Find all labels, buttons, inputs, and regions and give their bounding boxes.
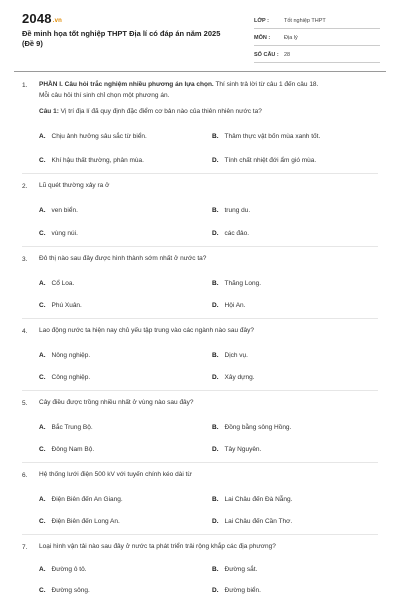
option-d[interactable]: [212, 157, 316, 164]
option-text: Đường sắt.: [224, 566, 258, 573]
option-b[interactable]: [212, 566, 257, 573]
option-letter: B.: [212, 280, 219, 287]
option-letter: C.: [39, 302, 46, 309]
option-text: Phú Xuân.: [51, 302, 82, 309]
option-letter: C.: [39, 230, 46, 237]
option-letter: D.: [212, 157, 219, 164]
question-divider: [22, 173, 378, 174]
meta-row-class: [254, 14, 380, 29]
site-logo[interactable]: [22, 11, 62, 26]
option-d[interactable]: [212, 446, 261, 453]
option-text: Thâm thực vật bốn mùa xanh tốt.: [224, 133, 321, 140]
option-letter: A.: [39, 424, 46, 431]
option-letter: A.: [39, 207, 46, 214]
option-b[interactable]: [212, 424, 291, 431]
option-letter: B.: [212, 352, 219, 359]
option-letter: A.: [39, 496, 46, 503]
question-divider: [22, 462, 378, 463]
question-number: 1.: [22, 82, 28, 89]
option-letter: D.: [212, 302, 219, 309]
option-c[interactable]: [39, 302, 82, 309]
question-text: Hệ thống lưới điện 500 kV với tuyến chính kéo dài từ: [39, 471, 192, 478]
option-text: các đảo.: [224, 230, 250, 237]
meta-label-subject: MÔN :: [254, 35, 271, 41]
option-a[interactable]: [39, 207, 78, 214]
document-title: [22, 29, 242, 49]
option-b[interactable]: [212, 496, 292, 503]
meta-value-class: Tốt nghiệp THPT: [284, 18, 326, 24]
option-a[interactable]: [39, 133, 147, 140]
option-letter: C.: [39, 587, 46, 594]
meta-row-count: [254, 48, 380, 63]
option-text: Thăng Long.: [224, 280, 262, 287]
option-text: Cổ Loa.: [51, 280, 75, 287]
option-d[interactable]: [212, 518, 292, 525]
question-text: [39, 107, 384, 117]
question-number: 3.: [22, 256, 28, 263]
question-text: Lũ quét thường xảy ra ở: [39, 182, 110, 189]
option-letter: B.: [212, 424, 219, 431]
option-a[interactable]: [39, 496, 123, 503]
question-divider: [22, 246, 378, 247]
option-text: vùng núi.: [51, 230, 78, 237]
option-text: Dịch vụ.: [224, 352, 248, 359]
option-letter: C.: [39, 446, 46, 453]
logo-main-text: 2048: [22, 11, 52, 26]
question-text: Lao động nước ta hiện nay chủ yếu tập trung vào các ngành nào sau đây?: [39, 327, 254, 334]
document-header: [0, 0, 400, 72]
question-body: Vị trí địa lí đã quy định đặc điểm cơ bản nào của thiên nhiên nước ta?: [58, 108, 262, 115]
option-b[interactable]: [212, 133, 320, 140]
option-d[interactable]: [212, 302, 245, 309]
meta-label-count: SỐ CÂU :: [254, 52, 279, 58]
option-text: Hội An.: [224, 302, 246, 309]
option-d[interactable]: [212, 374, 255, 381]
option-letter: A.: [39, 280, 46, 287]
question-label: Câu 1:: [39, 108, 59, 115]
option-text: Khí hậu thất thường, phân mùa.: [51, 157, 144, 164]
question-divider: [22, 318, 378, 319]
document-meta: [254, 14, 380, 65]
option-text: Lai Châu đến Đà Nẵng.: [224, 496, 293, 503]
option-text: Đông Nam Bộ.: [51, 446, 95, 453]
option-c[interactable]: [39, 157, 144, 164]
option-c[interactable]: [39, 446, 94, 453]
option-text: Điện Biên đến Long An.: [51, 518, 120, 525]
option-letter: A.: [39, 566, 46, 573]
question-number: 7.: [22, 544, 28, 551]
option-d[interactable]: [212, 230, 249, 237]
option-text: Nông nghiệp.: [51, 352, 91, 359]
option-text: Xây dựng.: [224, 374, 255, 381]
option-c[interactable]: [39, 374, 90, 381]
option-a[interactable]: [39, 280, 74, 287]
option-c[interactable]: [39, 230, 78, 237]
meta-value-count: 28: [284, 52, 291, 58]
option-letter: D.: [212, 446, 219, 453]
option-a[interactable]: [39, 352, 90, 359]
option-text: Bắc Trung Bộ.: [51, 424, 93, 431]
option-text: Đồng bằng sông Hồng.: [224, 424, 292, 431]
question-text: Đô thị nào sau đây được hình thành sớm nhất ở nước ta?: [39, 255, 207, 262]
option-text: Tây Nguyên.: [224, 446, 262, 453]
question-text: Loại hình vận tải nào sau đây ở nước ta phát triển trải rộng khắp các địa phương?: [39, 543, 276, 550]
option-b[interactable]: [212, 352, 248, 359]
meta-value-subject: Địa lý: [284, 35, 298, 41]
option-letter: D.: [212, 230, 219, 237]
question-number: 5.: [22, 400, 28, 407]
option-text: Tính chất nhiệt đới ẩm gió mùa.: [224, 157, 317, 164]
header-divider: [14, 71, 386, 72]
option-letter: C.: [39, 518, 46, 525]
option-letter: D.: [212, 518, 219, 525]
option-text: Điện Biên đến An Giang.: [51, 496, 123, 503]
option-letter: D.: [212, 587, 219, 594]
option-letter: C.: [39, 374, 46, 381]
question-divider: [22, 534, 378, 535]
document-title-line1: Đề minh họa tốt nghiệp THPT Địa lí có đáp án năm 2025: [22, 29, 221, 38]
question-divider: [22, 390, 378, 391]
option-text: Chịu ảnh hưởng sâu sắc từ biển.: [51, 133, 147, 140]
question-text: Cây điều được trồng nhiều nhất ở vùng nào sau đây?: [39, 399, 194, 406]
option-b[interactable]: [212, 207, 250, 214]
option-letter: B.: [212, 566, 219, 573]
part-instruction-text-1: Thí sinh trả lời từ câu 1 đến câu 18.: [213, 81, 319, 88]
option-letter: B.: [212, 496, 219, 503]
option-text: Lai Châu đến Cần Thơ.: [224, 518, 293, 525]
part-instruction-line2: Mỗi câu hỏi thí sinh chỉ chọn một phương án.: [39, 92, 170, 99]
option-c[interactable]: [39, 518, 120, 525]
part-instruction: [39, 80, 384, 90]
meta-row-subject: [254, 31, 380, 46]
option-a[interactable]: [39, 424, 93, 431]
part-heading: PHẦN I. Câu hỏi trắc nghiệm nhiều phương án lựa chọn.: [39, 81, 214, 88]
option-text: Đường sông.: [51, 587, 90, 594]
option-d[interactable]: [212, 587, 261, 594]
option-b[interactable]: [212, 280, 261, 287]
option-letter: D.: [212, 374, 219, 381]
option-a[interactable]: [39, 566, 87, 573]
question-number: 4.: [22, 328, 28, 335]
option-text: Công nghiệp.: [51, 374, 91, 381]
logo-suffix: .vn: [52, 18, 63, 24]
option-letter: A.: [39, 133, 46, 140]
option-text: Đường biển.: [224, 587, 261, 594]
option-text: Đường ô tô.: [51, 566, 87, 573]
option-letter: A.: [39, 352, 46, 359]
option-text: trung du.: [224, 207, 251, 214]
option-letter: B.: [212, 207, 219, 214]
document-title-line2: (Đề 9): [22, 39, 43, 48]
option-text: ven biển.: [51, 207, 78, 214]
question-number: 2.: [22, 183, 28, 190]
option-c[interactable]: [39, 587, 90, 594]
question-number: 6.: [22, 472, 28, 479]
option-letter: B.: [212, 133, 219, 140]
meta-label-class: LỚP :: [254, 18, 269, 24]
option-letter: C.: [39, 157, 46, 164]
